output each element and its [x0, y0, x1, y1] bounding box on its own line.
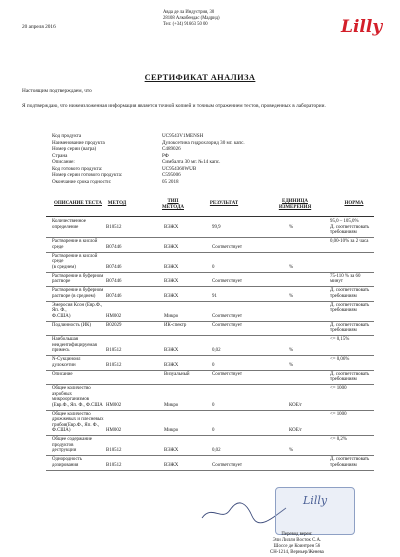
- cell-norm: [330, 337, 349, 343]
- cell-unit: %: [289, 348, 294, 353]
- cell-method: HM002: [106, 428, 122, 433]
- row-divider: [46, 384, 374, 385]
- address-line: Тел: (+34) 91663 50 00: [163, 22, 208, 28]
- cell-line: Д. соответствовать: [330, 322, 370, 328]
- info-value: C595006: [162, 172, 181, 179]
- cell-line: деструкции: [52, 448, 77, 453]
- cell-result: 0: [212, 402, 215, 408]
- info-value: Симбалта 30 мг. №14 капс.: [162, 159, 221, 166]
- cell-method: B10512: [106, 448, 122, 453]
- cell-line: Однородность: [52, 457, 82, 462]
- cell-result: 91: [212, 293, 217, 299]
- cell-test-description: [52, 254, 97, 271]
- table-row: [46, 239, 374, 252]
- info-value: РФ: [162, 152, 169, 159]
- cell-line: Общее количество: [52, 386, 91, 391]
- cell-method-type: ВЭЖХ: [164, 462, 179, 468]
- cell-norm: [330, 372, 369, 383]
- table-row: [46, 372, 374, 385]
- cell-method-type: ВЭЖХ: [164, 244, 179, 250]
- stamp-logo: [302, 492, 332, 513]
- cell-line: примесь: [52, 348, 70, 353]
- info-label: Код готового продукта:: [52, 165, 103, 172]
- column-header-method: МЕТОД: [107, 201, 127, 206]
- cell-method-type: Микро: [164, 402, 179, 408]
- cell-line: Ф.США): [52, 313, 71, 319]
- column-header-type: [160, 199, 186, 210]
- row-divider: [46, 321, 374, 322]
- footer-line: Перевод верен:: [281, 532, 313, 537]
- cell-method-type: ВЭЖХ: [164, 279, 179, 284]
- info-label: Номер серии готового продукта:: [52, 172, 123, 179]
- cell-norm: [330, 457, 369, 468]
- cell-line: N-Сукциноил: [52, 357, 81, 362]
- row-divider: [46, 470, 374, 471]
- cell-line: 95,0 – 105,0%: [330, 219, 359, 224]
- cell-line: требованиям: [330, 462, 357, 468]
- cell-line: Общее количество: [52, 411, 91, 417]
- cell-line: Наибольшая: [52, 337, 79, 342]
- row-divider: [46, 286, 374, 287]
- table-row: [46, 386, 374, 410]
- info-value: C489026: [162, 146, 181, 153]
- cell-method-type: ВЭЖХ: [164, 264, 179, 270]
- cell-line: 75-110 % за 60: [330, 273, 361, 279]
- cell-method-type: Визуальный: [164, 371, 190, 377]
- cell-unit: %: [289, 362, 294, 368]
- info-value: UC9543V1MENSH: [162, 133, 204, 139]
- cell-method: B02029: [106, 322, 122, 328]
- cell-unit: %: [289, 264, 294, 270]
- footer-line: Эли Лилли Восток С.А.: [272, 538, 322, 543]
- cell-norm: [330, 303, 369, 314]
- cell-line: требованиям: [330, 377, 357, 382]
- cell-line: растворе (в среднем): [52, 293, 96, 299]
- cell-line: Растворение в буферном: [52, 273, 104, 279]
- cell-unit: КОЕ/г: [289, 428, 303, 433]
- column-header-line: ИЗМЕРЕНИЯ: [278, 204, 312, 210]
- info-label: Окончание срока годности:: [52, 178, 112, 185]
- table-row: [46, 254, 374, 272]
- cell-method: HM002: [106, 313, 122, 319]
- intro-text: Настоящим подтверждаем, что: [22, 88, 92, 94]
- cell-line: грибов(Евр.Ф., Яп. Ф.,: [52, 422, 100, 428]
- info-label: Описание:: [52, 159, 75, 166]
- lilly-logo: [339, 14, 383, 43]
- cell-norm: [330, 412, 347, 418]
- cell-norm: [330, 219, 369, 236]
- cell-line: Растворение в буферном: [52, 288, 104, 293]
- cell-method: B07446: [106, 264, 122, 270]
- cell-line: Подлинность (ИК): [52, 322, 91, 328]
- stamp-logo-text: Lilly: [303, 494, 328, 507]
- cell-line: дрожжевых и плесневых: [52, 417, 104, 422]
- info-label: Код продукта: [52, 133, 82, 139]
- cell-test-description: [52, 412, 104, 434]
- address-line: Авда де ла Индустрия, 30: [163, 10, 215, 15]
- table-row: [46, 274, 374, 287]
- cell-line: требованиям: [330, 328, 357, 333]
- cell-unit: %: [289, 448, 294, 453]
- cell-line: Растворение в кислой: [52, 253, 98, 259]
- cell-line: дулоксетин: [52, 362, 76, 368]
- cell-line: неидентифицируемая: [52, 342, 97, 348]
- cell-line: среде: [52, 259, 64, 264]
- cell-result: Соответствует: [212, 322, 243, 328]
- translation-stamp: [275, 487, 355, 535]
- column-header-result: РЕЗУЛЬТАТ: [209, 201, 239, 206]
- cell-test-description: [52, 274, 103, 285]
- cell-norm: [330, 386, 347, 392]
- cell-method: B07446: [106, 279, 122, 284]
- column-header-line: МЕТОДА: [161, 204, 184, 210]
- cell-line: Общее содержание: [52, 437, 92, 442]
- cell-line: Описание: [52, 371, 73, 377]
- cell-result: 0: [212, 264, 215, 270]
- footer-line: Шоссе де Коинтрен 56: [273, 544, 321, 549]
- cell-line: Д. соответствовать: [330, 288, 370, 293]
- cell-line: определение: [52, 224, 79, 230]
- cell-line: <= 0,2%: [330, 437, 347, 442]
- cell-test-description: [52, 303, 102, 320]
- table-row: [46, 303, 374, 321]
- cell-line: Количественное: [52, 219, 86, 224]
- cell-result: 0,02: [212, 448, 221, 453]
- row-divider: [46, 252, 374, 253]
- column-header-norm: НОРМА: [344, 201, 364, 206]
- cell-test-description: [52, 288, 103, 299]
- info-label: Наименование продукта: [52, 139, 105, 146]
- row-divider: [46, 301, 374, 302]
- address-line: 28108 Алкобендас (Мадрид): [163, 16, 220, 22]
- table-top-rule: [46, 216, 374, 217]
- cell-unit: %: [289, 224, 294, 230]
- translator-footer: [270, 532, 324, 556]
- cell-result: 0: [212, 428, 215, 433]
- cell-line: (в среднем): [52, 264, 76, 270]
- cell-test-description: [52, 337, 97, 354]
- cell-result: Соответствует: [212, 462, 243, 468]
- cell-line: требованиям: [330, 293, 357, 299]
- cell-test-description: [52, 239, 97, 250]
- cell-result: 99,9: [212, 224, 221, 230]
- cell-line: Д. соответствовать: [330, 457, 370, 462]
- cell-norm: [330, 274, 360, 285]
- column-header-line: ЕДИНИЦА: [282, 199, 308, 204]
- cell-method-type: Микро: [164, 428, 179, 433]
- cell-method-type: ВЭЖХ: [164, 362, 179, 368]
- column-header-unit: [275, 199, 315, 210]
- table-row: [46, 357, 374, 370]
- cell-result: 0: [212, 362, 215, 368]
- cell-test-description: [52, 386, 103, 408]
- cell-test-description: [52, 219, 86, 230]
- cell-test-description: [52, 372, 73, 378]
- cell-line: дозирования: [52, 462, 79, 468]
- cell-line: Эмеросия Ксон (Евр.Ф.,: [52, 302, 103, 308]
- cell-unit: КОЕ/г: [289, 402, 303, 408]
- table-row: [46, 437, 374, 455]
- cell-test-description: [52, 437, 92, 454]
- cell-line: микроорганизмов: [52, 397, 89, 402]
- cell-norm: [330, 239, 368, 245]
- info-value: Дулоксетина гидрохлорид 30 мг. капс.: [162, 139, 245, 146]
- table-row: [46, 219, 374, 237]
- cell-unit: %: [289, 293, 294, 299]
- column-header-test: ОПИСАНИЕ ТЕСТА: [54, 201, 102, 206]
- cell-line: требованиям: [330, 230, 357, 235]
- cell-result: 0,02: [212, 348, 221, 353]
- cell-method: B07446: [106, 244, 122, 250]
- cell-method-type: ВЭЖХ: [164, 293, 179, 299]
- cell-line: аэробных: [52, 391, 72, 397]
- cell-method: B10512: [106, 362, 122, 368]
- cell-norm: [330, 357, 349, 363]
- info-value: 05 2018: [162, 178, 179, 185]
- cell-line: среде: [52, 244, 64, 250]
- cell-line: <= 0,15%: [330, 337, 350, 342]
- cell-test-description: [52, 357, 80, 368]
- cell-result: Соответствует: [212, 371, 243, 377]
- cell-method: B10512: [106, 348, 122, 353]
- cell-test-description: [52, 457, 82, 468]
- row-divider: [46, 370, 374, 371]
- cell-method: B10512: [106, 224, 122, 230]
- cell-line: 0,00-10% за 2 часа: [330, 239, 369, 244]
- cell-line: требованиям: [330, 308, 357, 313]
- row-divider: [46, 455, 374, 456]
- cell-line: <= 0,06%: [330, 357, 350, 362]
- cell-norm: [330, 323, 369, 334]
- cell-line: продуктов: [52, 442, 74, 448]
- cell-line: Растворение в кислой: [52, 239, 98, 244]
- row-divider: [46, 410, 374, 411]
- info-label: Страна: [52, 152, 68, 159]
- cell-method: B10512: [106, 462, 122, 468]
- cell-method: B07446: [106, 293, 122, 299]
- cell-norm: [330, 437, 347, 443]
- row-divider: [46, 335, 374, 336]
- info-value: UC954360WUB: [162, 165, 197, 172]
- issue-date: 20 апреля 2016: [22, 24, 56, 30]
- row-divider: [46, 435, 374, 436]
- cell-method-type: Микро: [164, 313, 179, 319]
- cell-line: Ф.США): [52, 428, 71, 433]
- row-divider: [46, 237, 374, 238]
- statement-text: Я подтверждаю, что нижеизложенная информация является точной копией и точным отражением тестов, проведенных в лаборатории.: [22, 103, 326, 109]
- cell-result: Соответствует: [212, 279, 243, 284]
- table-row: [46, 288, 374, 301]
- cell-result: Соответствует: [212, 313, 243, 319]
- cell-test-description: [52, 323, 91, 329]
- cell-line: минут: [330, 279, 343, 284]
- document-title: СЕРТИФИКАТ АНАЛИЗА: [144, 73, 256, 82]
- column-header-line: ТИП: [167, 199, 179, 204]
- table-row: [46, 457, 374, 470]
- table-row: [46, 337, 374, 355]
- cell-method-type: ИК-спектр: [164, 322, 187, 328]
- cell-line: (Евр.Ф., Яп. Ф., Ф.США: [52, 402, 103, 408]
- cell-line: Д. соответствовать: [330, 302, 370, 308]
- cell-line: Д. соответствовать: [330, 371, 370, 377]
- cell-method: HM002: [106, 402, 122, 408]
- row-divider: [46, 272, 374, 273]
- company-address: [163, 10, 220, 28]
- lilly-logo-text: Lilly: [341, 17, 383, 37]
- cell-result: Соответствует: [212, 244, 243, 250]
- table-row: [46, 323, 374, 336]
- cell-line: <= 1000: [330, 411, 347, 417]
- row-divider: [46, 355, 374, 356]
- cell-line: <= 1000: [330, 386, 347, 391]
- cell-method-type: ВЭЖХ: [164, 224, 179, 230]
- cell-line: растворе: [52, 279, 71, 284]
- footer-line: CH-1214, Верньер/Женева: [270, 550, 324, 555]
- cell-line: Д. соответствовать: [330, 224, 370, 230]
- table-row: [46, 412, 374, 436]
- info-label: Номер серии (вагра): [52, 146, 97, 153]
- cell-method-type: ВЭЖХ: [164, 448, 179, 453]
- cell-method-type: ВЭЖХ: [164, 348, 179, 353]
- cell-line: Яп. Ф.,: [52, 308, 67, 313]
- cell-norm: [330, 288, 369, 299]
